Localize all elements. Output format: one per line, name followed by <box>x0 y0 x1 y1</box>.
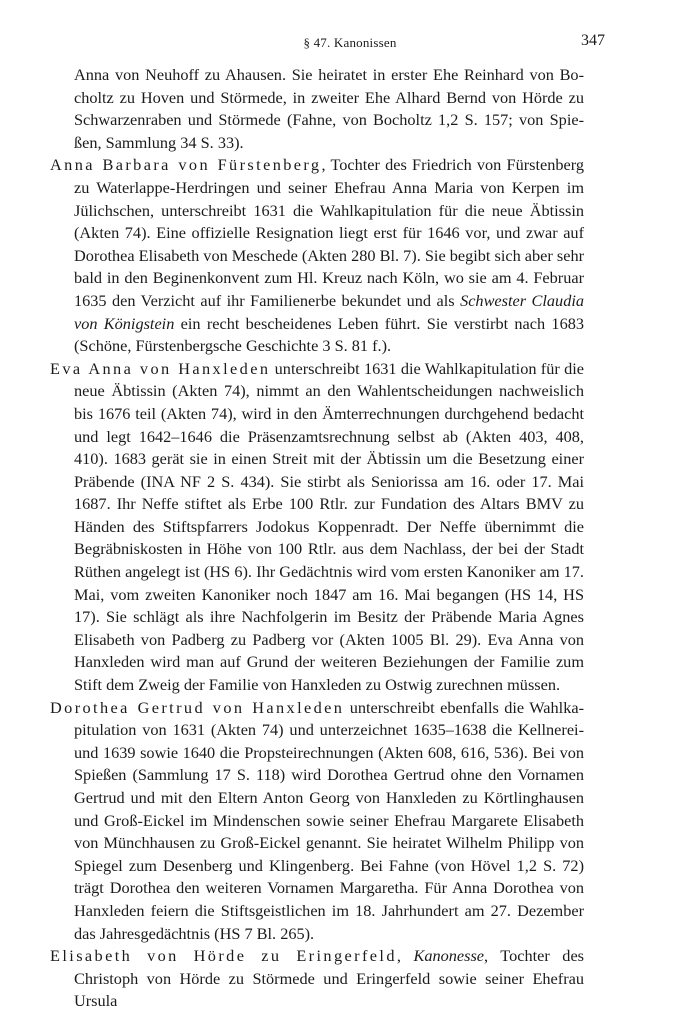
entry-text: unterschreibt ebenfalls die Wahlkapitulation von 1631 (Akten 74) und unterzeichnet 1635–1638 die Kellnerei- und 1639 sowie 1640 die Propsteirechnungen (Akten 608, 616, 536). Bei von Spießen (Sammlung 17 S. 118) wird Dorothea Gertrud ohne den Vornamen Gertrud und mit den Eltern Anton Georg von Hanxleden zu Körtlinghausen und Groß-Eickel im Mindenschen sowie seiner Ehefrau Margarete Elisabeth von Münchhausen zu Groß-Eickel genannt. Sie heiratet Wilhelm Philipp von Spiegel zum Desenberg und Klingenberg. Bei Fahne (von Hövel 1,2 S. 72) trägt Dorothea den weiteren Vornamen Margaretha. Für Anna Dorothea von Hanxleden feiern die Stiftsgeistlichen im 18. Jahrhundert am 27. Dezember das Jahresgedächtnis (HS 7 Bl. 265). <box>74 697 584 943</box>
entry-separator: , <box>396 946 414 966</box>
entry-text: , Tochter des Friedrich von Fürstenberg zu Waterlappe-Herdringen und seiner Ehefrau Anna Maria von Kerpen im Jülichschen, unterschreibt 1631 die Wahlkapitulation für die neue Äbtissin (Akten 74). Eine offizielle Resignation liegt erst für 1646 vor, und zwar auf Dorothea Elisabeth von Meschede (Akten 280 Bl. 7). Sie begibt sich aber sehr bald in den Beginenkonvent zum Hl. Kreuz nach Köln, wo sie am 4. Februar 1635 den Verzicht auf ihr Familienerbe bekundet und als <box>74 155 585 310</box>
text-block <box>50 64 584 1013</box>
entry-dorothea-gertrud-von-hanxleden <box>50 697 584 946</box>
entry-text: ein recht bescheidenes Leben führt. Sie verstirbt nach 1683 (Schöne, Fürstenbergsche Geschichte 3 S. 81 f.). <box>74 313 584 356</box>
running-title: § 47. Kanonissen <box>303 35 397 50</box>
entry-italic-text: Kanonesse <box>413 946 485 966</box>
entry-name: Elisabeth von Hörde zu Eringerfeld <box>50 946 397 966</box>
entry-text: , Tochter des Christoph von Hörde zu Störmede und Eringerfeld sowie seiner Ehefrau Ursula <box>74 946 585 1011</box>
entry-name: Anna Barbara von Fürstenberg <box>50 155 322 175</box>
entry-continuation <box>50 64 584 154</box>
running-head <box>0 32 700 52</box>
entry-eva-anna-von-hanxleden <box>50 358 584 697</box>
entry-text: Anna von Neuhoff zu Ahausen. Sie heiratet in erster Ehe Reinhard von Bocholtz zu Hoven und Störmede, in zweiter Ehe Alhard Bernd von Hörde zu Schwarzenraben und Störmede (Fahne, von Bocholtz 1,2 S. 157; von Spießen, Sammlung 34 S. 33). <box>74 65 584 152</box>
entry-elisabeth-von-hoerde-zu-eringerfeld <box>50 945 584 1013</box>
entry-name: Dorothea Gertrud von Hanxleden <box>50 697 345 717</box>
entry-name: Eva Anna von Hanxleden <box>50 358 271 378</box>
entry-anna-barbara-von-fuerstenberg <box>50 154 584 357</box>
entry-italic-text: Schwester Claudia von Königstein <box>74 290 584 333</box>
page-number: 347 <box>581 32 605 49</box>
entry-text: unterschreibt 1631 die Wahlkapitulation für die neue Äbtissin (Akten 74), nimmt an den Wahlentscheidungen nachweislich bis 1676 teil (Akten 74), wird in den Ämterrechnungen durchgehend bedacht und legt 1642–1646 die Präsenzamtsrechnung selbst ab (Akten 403, 408, 410). 1683 gerät sie in einen Streit mit der Äbtissin um die Besetzung einer Präbende (INA NF 2 S. 434). Sie stirbt als Seniorissa am 16. oder 17. Mai 1687. Ihr Neffe stiftet als Erbe 100 Rtlr. zur Fundation des Altars BMV zu Händen des Stiftspfarrers Jodokus Koppenradt. Der Neffe übernimmt die Begräbniskosten in Höhe von 100 Rtlr. aus dem Nachlass, der bei der Stadt Rüthen angelegt ist (HS 6). Ihr Gedächtnis wird vom ersten Kanoniker am 17. Mai, vom zweiten Kanoniker noch 1847 am 16. Mai begangen (HS 14, HS 17). Sie schlägt als ihre Nachfolgerin im Besitz der Präbende Maria Agnes Elisabeth von Padberg zu Padberg vor (Akten 1005 Bl. 29). Eva Anna von Hanxleden wird man auf Grund der weiteren Beziehungen der Familie zum Stift dem Zweig der Familie von Hanxleden zu Ostwig zurechnen müssen. <box>74 358 584 695</box>
